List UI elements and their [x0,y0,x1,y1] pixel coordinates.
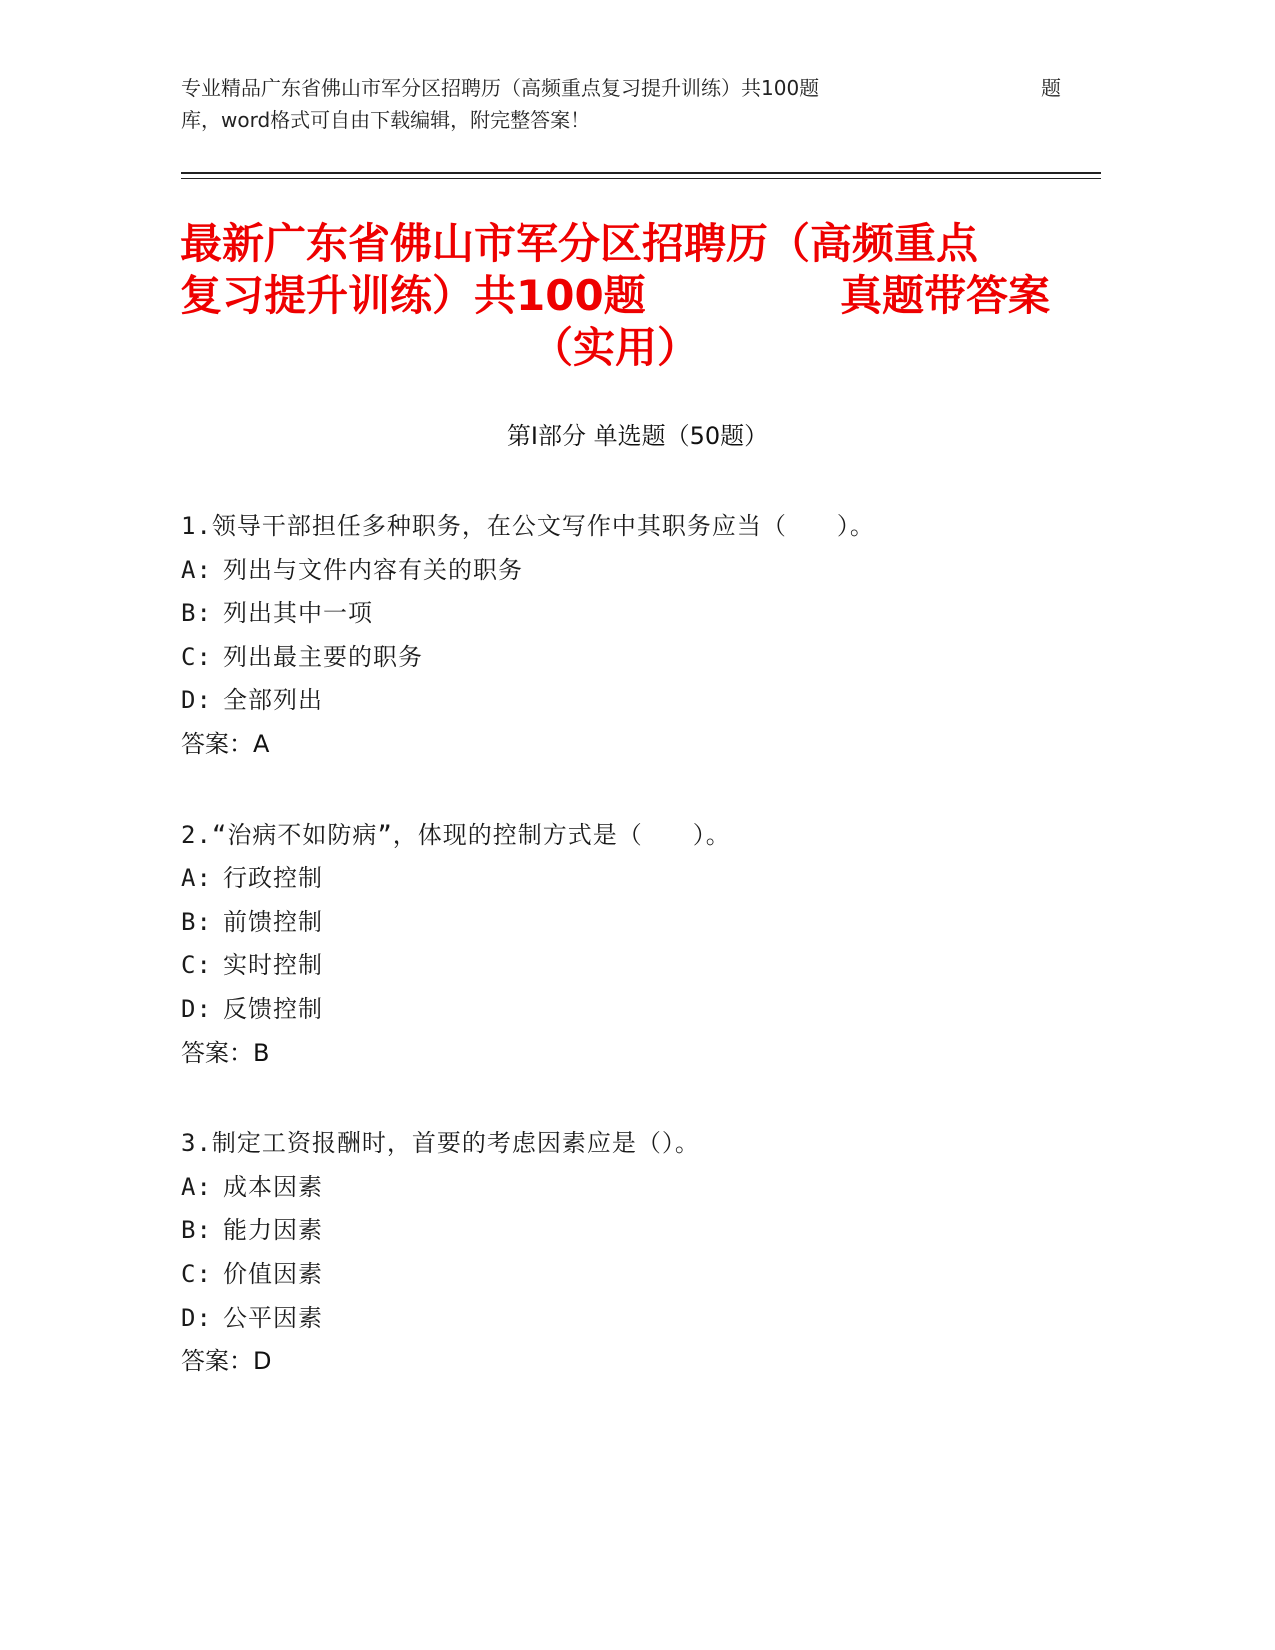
option-text: 公平因素 [223,1303,323,1332]
option-d [181,679,1081,723]
option-text: 反馈控制 [223,994,323,1023]
option-key: D: [181,994,212,1023]
title-line-3: （实用） [530,323,699,372]
title-line-2-right: 真题带答案 [839,271,1050,320]
option-key: B: [181,599,212,628]
question-2 [181,814,1081,1076]
header-rule-thin [181,178,1101,179]
question-stem: 2.“治病不如防病”，体现的控制方式是（ ）。 [181,820,731,849]
option-d [181,988,1081,1032]
question-1 [181,505,1081,767]
option-key: D: [181,686,212,715]
option-key: C: [181,1259,212,1288]
title-line-1: 最新广东省佛山市军分区招聘历（高频重点 [180,219,979,268]
option-a [181,549,1081,593]
option-text: 能力因素 [223,1216,323,1245]
option-key: A: [181,864,212,893]
question-3 [181,1122,1081,1384]
option-c [181,944,1081,988]
option-text: 成本因素 [223,1172,323,1201]
header-line-1-end: 题 [1041,76,1061,100]
section-title: 第Ⅰ部分 单选题（50题） [506,422,769,450]
option-c [181,1253,1081,1297]
option-key: D: [181,1303,212,1332]
option-c [181,636,1081,680]
question-stem: 3.制定工资报酬时，首要的考虑因素应是（）。 [181,1129,700,1158]
option-text: 价值因素 [223,1259,323,1288]
option-text: 列出最主要的职务 [223,642,423,671]
answer-line: 答案：A [181,729,270,758]
answer-line: 答案：D [181,1347,272,1376]
option-a [181,857,1081,901]
option-key: B: [181,907,212,936]
option-a [181,1166,1081,1210]
option-key: A: [181,1172,212,1201]
option-key: A: [181,555,212,584]
option-text: 列出与文件内容有关的职务 [223,555,523,584]
question-list [181,505,1081,1431]
option-text: 行政控制 [223,864,323,893]
option-b [181,592,1081,636]
option-text: 实时控制 [223,951,323,980]
header-line-2 [181,104,1061,136]
header-line-1-text: 专业精品广东省佛山市军分区招聘历（高频重点复习提升训练）共100题 [181,76,820,100]
header-line-2-text: 库，word格式可自由下载编辑，附完整答案！ [181,108,591,132]
option-d [181,1297,1081,1341]
option-text: 前馈控制 [223,907,323,936]
header-line-1 [181,72,1061,104]
answer-line: 答案：B [181,1038,270,1067]
option-key: C: [181,951,212,980]
option-b [181,901,1081,945]
title-line-2-left: 复习提升训练）共100题 [180,271,646,320]
option-b [181,1209,1081,1253]
question-stem: 1.领导干部担任多种职务，在公文写作中其职务应当（ ）。 [181,512,875,540]
option-text: 全部列出 [223,686,323,715]
option-key: B: [181,1216,212,1245]
header-rule-thick [181,172,1101,174]
page-header [181,72,1061,136]
document-title [180,218,1050,374]
title-line-2 [180,270,1050,322]
option-key: C: [181,642,212,671]
option-text: 列出其中一项 [223,599,373,628]
